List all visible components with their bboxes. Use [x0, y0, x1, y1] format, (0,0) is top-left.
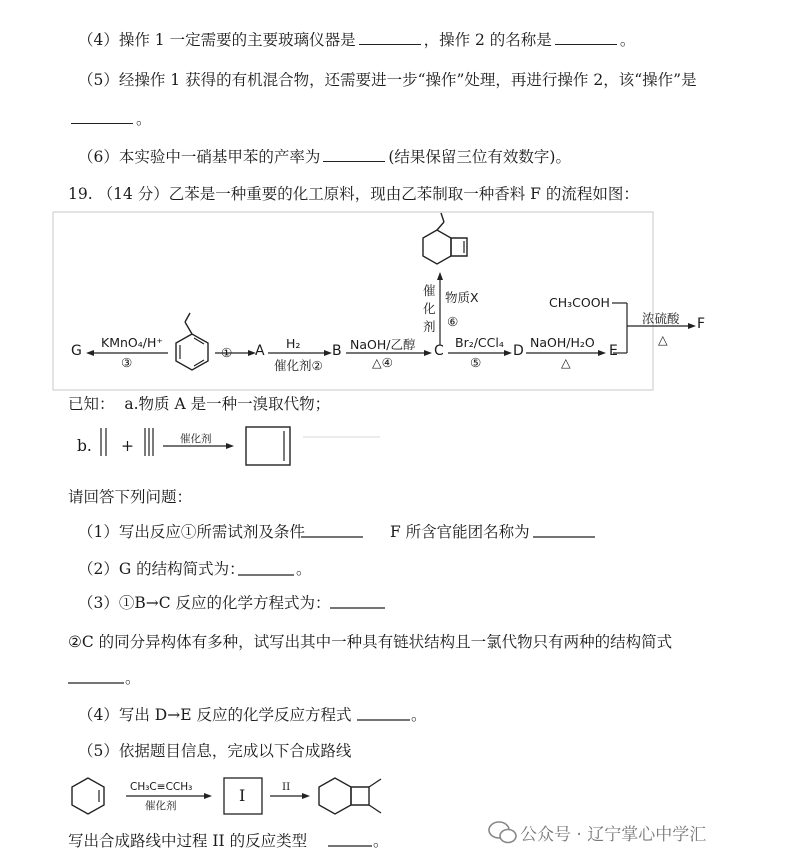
question-19-5: （5）依据题目信息，完成以下合成路线: [78, 742, 352, 760]
node-a: A: [255, 343, 265, 359]
label-tri-ef: △: [658, 332, 668, 347]
node-d: D: [513, 343, 524, 359]
label-step5: ⑤: [470, 355, 482, 370]
node-e: E: [609, 343, 618, 359]
wechat-icon: [489, 822, 516, 843]
ethylbenzene-structure: [176, 313, 208, 370]
question-19-4-end: 。: [411, 706, 427, 724]
node-b: B: [332, 343, 342, 359]
question-19-6: 写出合成路线中过程 II 的反应类型: [68, 832, 308, 850]
question-19-3b: ②C 的同分异构体有多种，试写出其中一种具有链状结构且一氯代物只有两种的结构简式: [68, 633, 673, 651]
known-a: 已知： a.物质 A 是一种一溴取代物；: [68, 395, 331, 413]
node-f: F: [697, 316, 706, 332]
question-19-title: 19. （14 分）乙苯是一种重要的化工原料，现由乙苯制取一种香料 F 的流程如图：: [68, 185, 639, 203]
label-cat2: 催化剂②: [274, 358, 323, 373]
node-c: C: [434, 343, 444, 359]
label-substance-x: 物质X: [445, 290, 479, 305]
route-box-i: I: [239, 786, 246, 805]
question-19-1-b: F 所含官能团名称为: [390, 523, 530, 541]
label-br2: Br₂/CCl₄: [455, 335, 504, 350]
label-h2: H₂: [286, 336, 301, 351]
known-reaction-b: [101, 427, 380, 465]
question-5: （5）经操作 1 获得的有机混合物，还需要进一步“操作”处理，再进行操作 2，该“操作”是: [78, 71, 697, 89]
known-b-label: b.: [77, 437, 92, 455]
question-6: （6）本实验中一硝基甲苯的产率为 (结果保留三位有效数字)。: [78, 148, 571, 166]
label-naoh-eth: NaOH/乙醇: [350, 337, 416, 352]
route-reagent: CH₃C≡CCH₃: [130, 781, 193, 793]
label-h2so4: 浓硫酸: [642, 311, 680, 326]
node-g: G: [71, 343, 82, 359]
label-step3: ③: [121, 355, 133, 370]
question-19-4: （4）写出 D→E 反应的化学反应方程式: [78, 706, 352, 724]
known-catalyst: 催化剂: [180, 433, 212, 445]
label-tri-de: △: [561, 355, 571, 370]
watermark-text: 公众号 · 辽宁掌心中学汇: [520, 825, 707, 845]
answer-prompt: 请回答下列问题：: [68, 488, 193, 506]
question-19-2: （2）G 的结构简式为：: [78, 560, 245, 578]
label-step6: ⑥: [447, 314, 459, 329]
label-tri4: △④: [372, 355, 393, 370]
question-4: （4）操作 1 一定需要的主要玻璃仪器是 ，操作 2 的名称是 。: [78, 31, 636, 49]
known-plus: +: [121, 437, 134, 455]
question-19-3: （3）①B→C 反应的化学方程式为：: [78, 594, 331, 612]
question-19-3b-end: 。: [125, 669, 141, 687]
question-19-1: （1）写出反应①所需试剂及条件: [78, 523, 305, 541]
bicyclic-product-structure: [423, 213, 467, 264]
label-naoh-h2o: NaOH/H₂O: [530, 335, 595, 350]
question-19-2-end: 。: [296, 560, 312, 578]
question-5-cont: 。: [68, 108, 152, 130]
label-step1: ①: [221, 345, 233, 360]
route-step2: II: [282, 781, 291, 793]
label-ch3cooh: CH₃COOH: [549, 295, 610, 310]
route-catalyst: 催化剂: [145, 800, 177, 812]
question-19-6-end: 。: [373, 832, 389, 850]
synthesis-route: [72, 778, 381, 814]
label-vert-cat: 催化剂: [423, 283, 436, 334]
label-kmno4: KMnO₄/H⁺: [101, 335, 163, 350]
